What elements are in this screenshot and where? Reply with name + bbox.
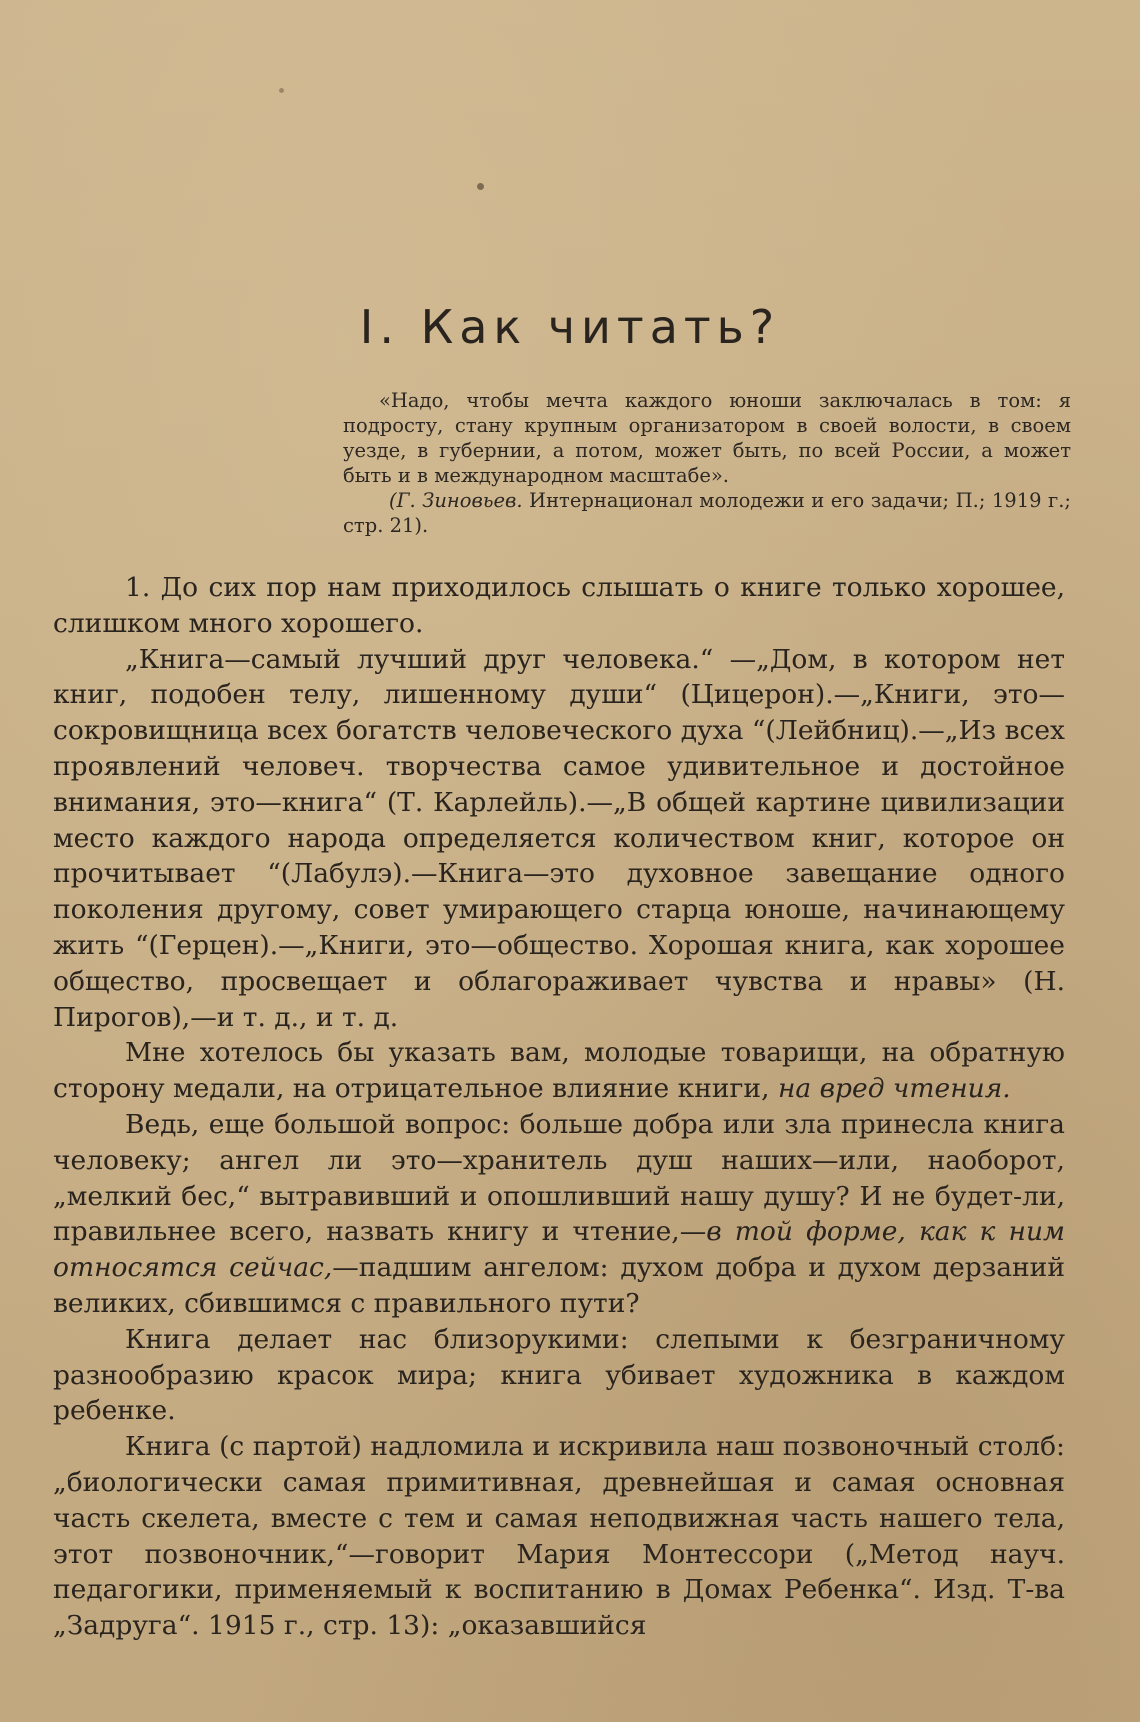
paragraph-text: Ведь, еще большой вопрос: больше добра или зла принесла книга человеку; ангел ли это—хранитель душ наших—или, наоборот, „мелкий бес,“ вытравивший и опошливший нашу душу? И не будет-ли, правильнее всего, назвать книгу и чтение,— bbox=[53, 1108, 1065, 1248]
ink-speck bbox=[279, 88, 284, 93]
paragraph-text: Мне хотелось бы указать вам, молодые товарищи, на обратную сторону медали, на отрицательное влияние книги, bbox=[53, 1037, 1065, 1105]
paragraph: Книга (с партой) надломила и искривила наш позвоночный столб: „биологически самая примитивная, древнейшая и самая основная часть скелета, вместе с тем и самая неподвижная часть нашего тела, этот позвоночник,“—говорит Мария Монтессори („Метод науч. педагогики, применяемый к воспитанию в Домах Ребенка“. Изд. Т-ва „Задруга“. 1915 г., стр. 13): „оказавшийся bbox=[53, 1431, 1065, 1642]
epigraph-author: (Г. Зиновьев. bbox=[389, 489, 523, 512]
paragraph-emphasis: в той форме, как к ним относятся сейчас, bbox=[53, 1216, 1065, 1284]
paragraph-emphasis: на вред чтения. bbox=[777, 1073, 1011, 1105]
epigraph-source bbox=[343, 488, 1071, 538]
ink-speck bbox=[477, 183, 484, 190]
paragraph: 1. До сих пор нам приходилось слышать о книге только хорошее, слишком много хорошего. bbox=[53, 572, 1065, 639]
paragraph: „Книга—самый лучший друг человека.“ —„Дом, в котором нет книг, подобен телу, лишенному души“ (Цицерон).—„Книги, это—сокровищница всех богатств человеческого духа “(Лейбниц).—„Из всех проявлений человеч. творчества самое удивительное и достойное внимания, это—книга“ (Т. Карлейль).—„В общей картине цивилизации место каждого народа определяется количеством книг, которое он прочитывает “(Лабулэ).—Книга—это духовное завещание одного поколения другому, совет умирающего старца юноше, начинающему жить “(Герцен).—„Книги, это—общество. Хорошая книга, как хорошее общество, просвещает и облагораживает чувства и нравы» (Н. Пирогов),—и т. д., и т. д. bbox=[53, 643, 1065, 1033]
epigraph-quote: «Надо, чтобы мечта каждого юноши заключалась в том: я подросту, стану крупным организатором в своей волости, в своем уезде, в губернии, а потом, может быть, по всей России, а может быть и в международном масштабе». bbox=[343, 389, 1071, 487]
paragraph bbox=[53, 1035, 1065, 1107]
body-text bbox=[53, 570, 1065, 1644]
paragraph bbox=[53, 1107, 1065, 1322]
epigraph bbox=[343, 388, 1071, 538]
chapter-title: I. Как читать? bbox=[359, 300, 781, 354]
epigraph-source-text: Интернационал молодежи и его задачи; П.; 1919 г.; стр. 21). bbox=[343, 489, 1071, 537]
paragraph-text: —падшим ангелом: духом добра и духом дерзаний великих, сбившимся с правильного пути? bbox=[53, 1252, 1065, 1319]
paragraph: Книга делает нас близорукими: слепыми к безграничному разнообразию красок мира; книга убивает художника в каждом ребенке. bbox=[53, 1323, 1065, 1427]
